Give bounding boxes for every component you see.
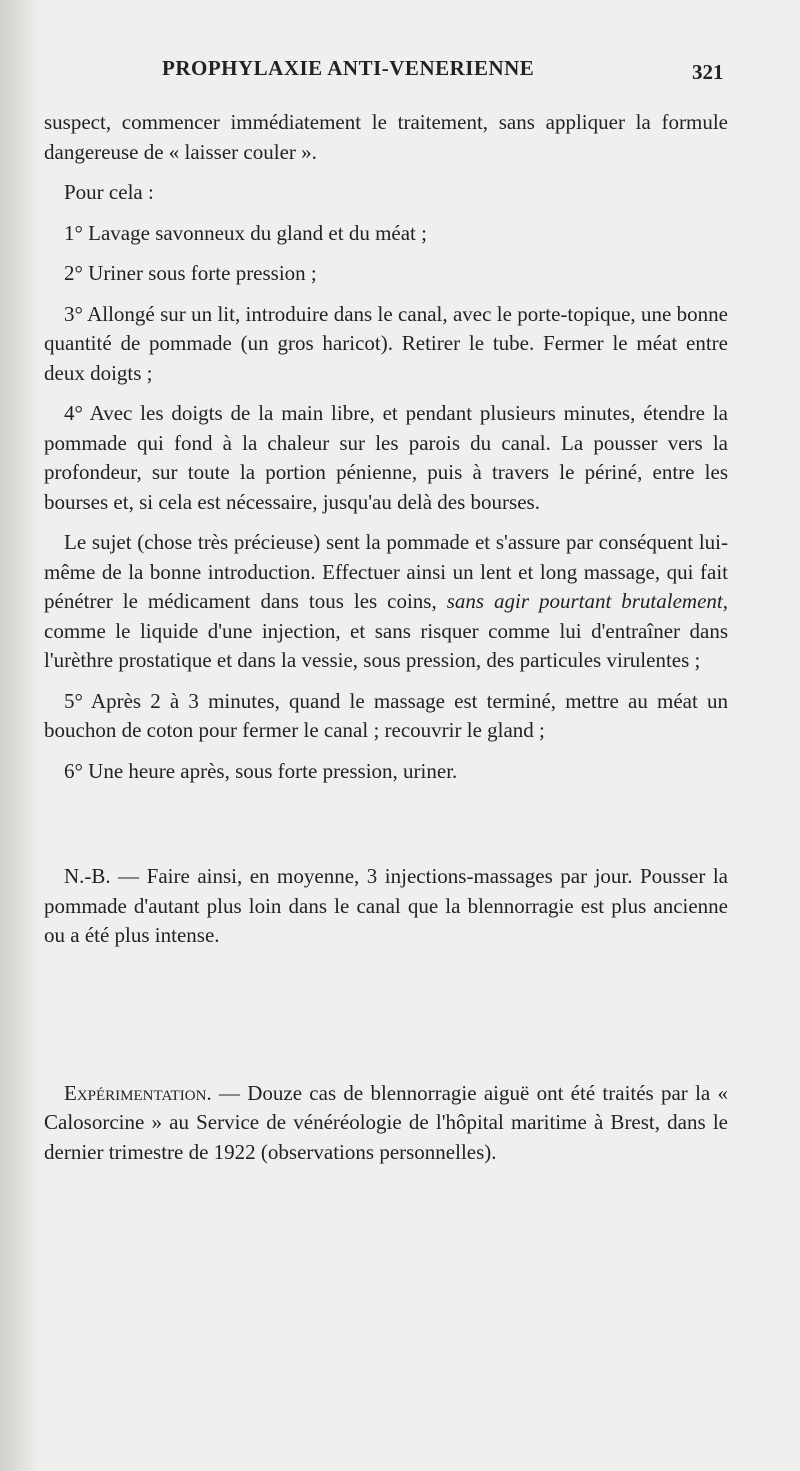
step-3: 3° Allongé sur un lit, introduire dans le canal, avec le porte-topique, une bonne quantité de pommade (un gros haricot). Retirer le tube. Fermer le méat entre deux doigts ; bbox=[44, 301, 728, 385]
step-1: 1° Lavage savonneux du gland et du méat ; bbox=[64, 220, 427, 245]
paragraph-le-sujet bbox=[44, 528, 728, 676]
step-4: 4° Avec les doigts de la main libre, et pendant plusieurs minutes, étendre la pommade qui fond à la chaleur sur les parois du canal. La pousser vers la profondeur, sur toute la portion pénienne, puis à travers le périné, entre les bourses et, si cela est nécessaire, jusqu'au delà des bourses. bbox=[44, 401, 728, 514]
experimentation-text: — Douze cas de blennorragie aiguë ont été traités par la « Calosorcine » au Service de vénéréologie de l'hôpital maritime à Brest, dans le dernier trimestre de 1922 (observations personnelles). bbox=[44, 1080, 728, 1164]
paragraph-continuation: suspect, commencer immédiatement le traitement, sans appliquer la formule dangereuse de « laisser couler ». bbox=[44, 110, 728, 164]
paragraph-pour-cela: Pour cela : bbox=[64, 180, 154, 204]
le-sujet-text: Le sujet (chose très précieuse) sent la pommade et s'assure par conséquent lui-même de la bonne introduction. Effectuer ainsi un lent et long massage, qui fait pénétrer le médicament dans tous les coins, bbox=[44, 530, 728, 613]
running-head: PROPHYLAXIE ANTI-VENERIENNE bbox=[162, 56, 535, 80]
page-header bbox=[0, 56, 800, 96]
step-2: 2° Uriner sous forte pression ; bbox=[64, 261, 317, 285]
nota-bene: N.-B. — Faire ainsi, en moyenne, 3 injections-massages par jour. Pousser la pommade d'autant plus loin dans le canal que la blennorragie est plus ancienne ou a été plus intense. bbox=[44, 864, 728, 947]
experimentation-paragraph bbox=[44, 1079, 728, 1168]
le-sujet-emphasis: sans agir pourtant brutalement, bbox=[446, 589, 728, 613]
experimentation-label: Expérimentation. bbox=[64, 1080, 212, 1105]
body-text bbox=[44, 108, 728, 1167]
step-5: 5° Après 2 à 3 minutes, quand le massage est terminé, mettre au méat un bouchon de coton pour fermer le canal ; recouvrir le gland ; bbox=[44, 688, 728, 742]
step-6: 6° Une heure après, sous forte pression, uriner. bbox=[64, 758, 458, 783]
page-edge-shadow bbox=[0, 0, 40, 1471]
le-sujet-text-end: comme le liquide d'une injection, et sans risquer comme lui d'entraîner dans l'urèthre prostatique et dans la vessie, sous pression, des particules virulentes ; bbox=[44, 618, 728, 672]
page-number: 321 bbox=[692, 60, 724, 84]
